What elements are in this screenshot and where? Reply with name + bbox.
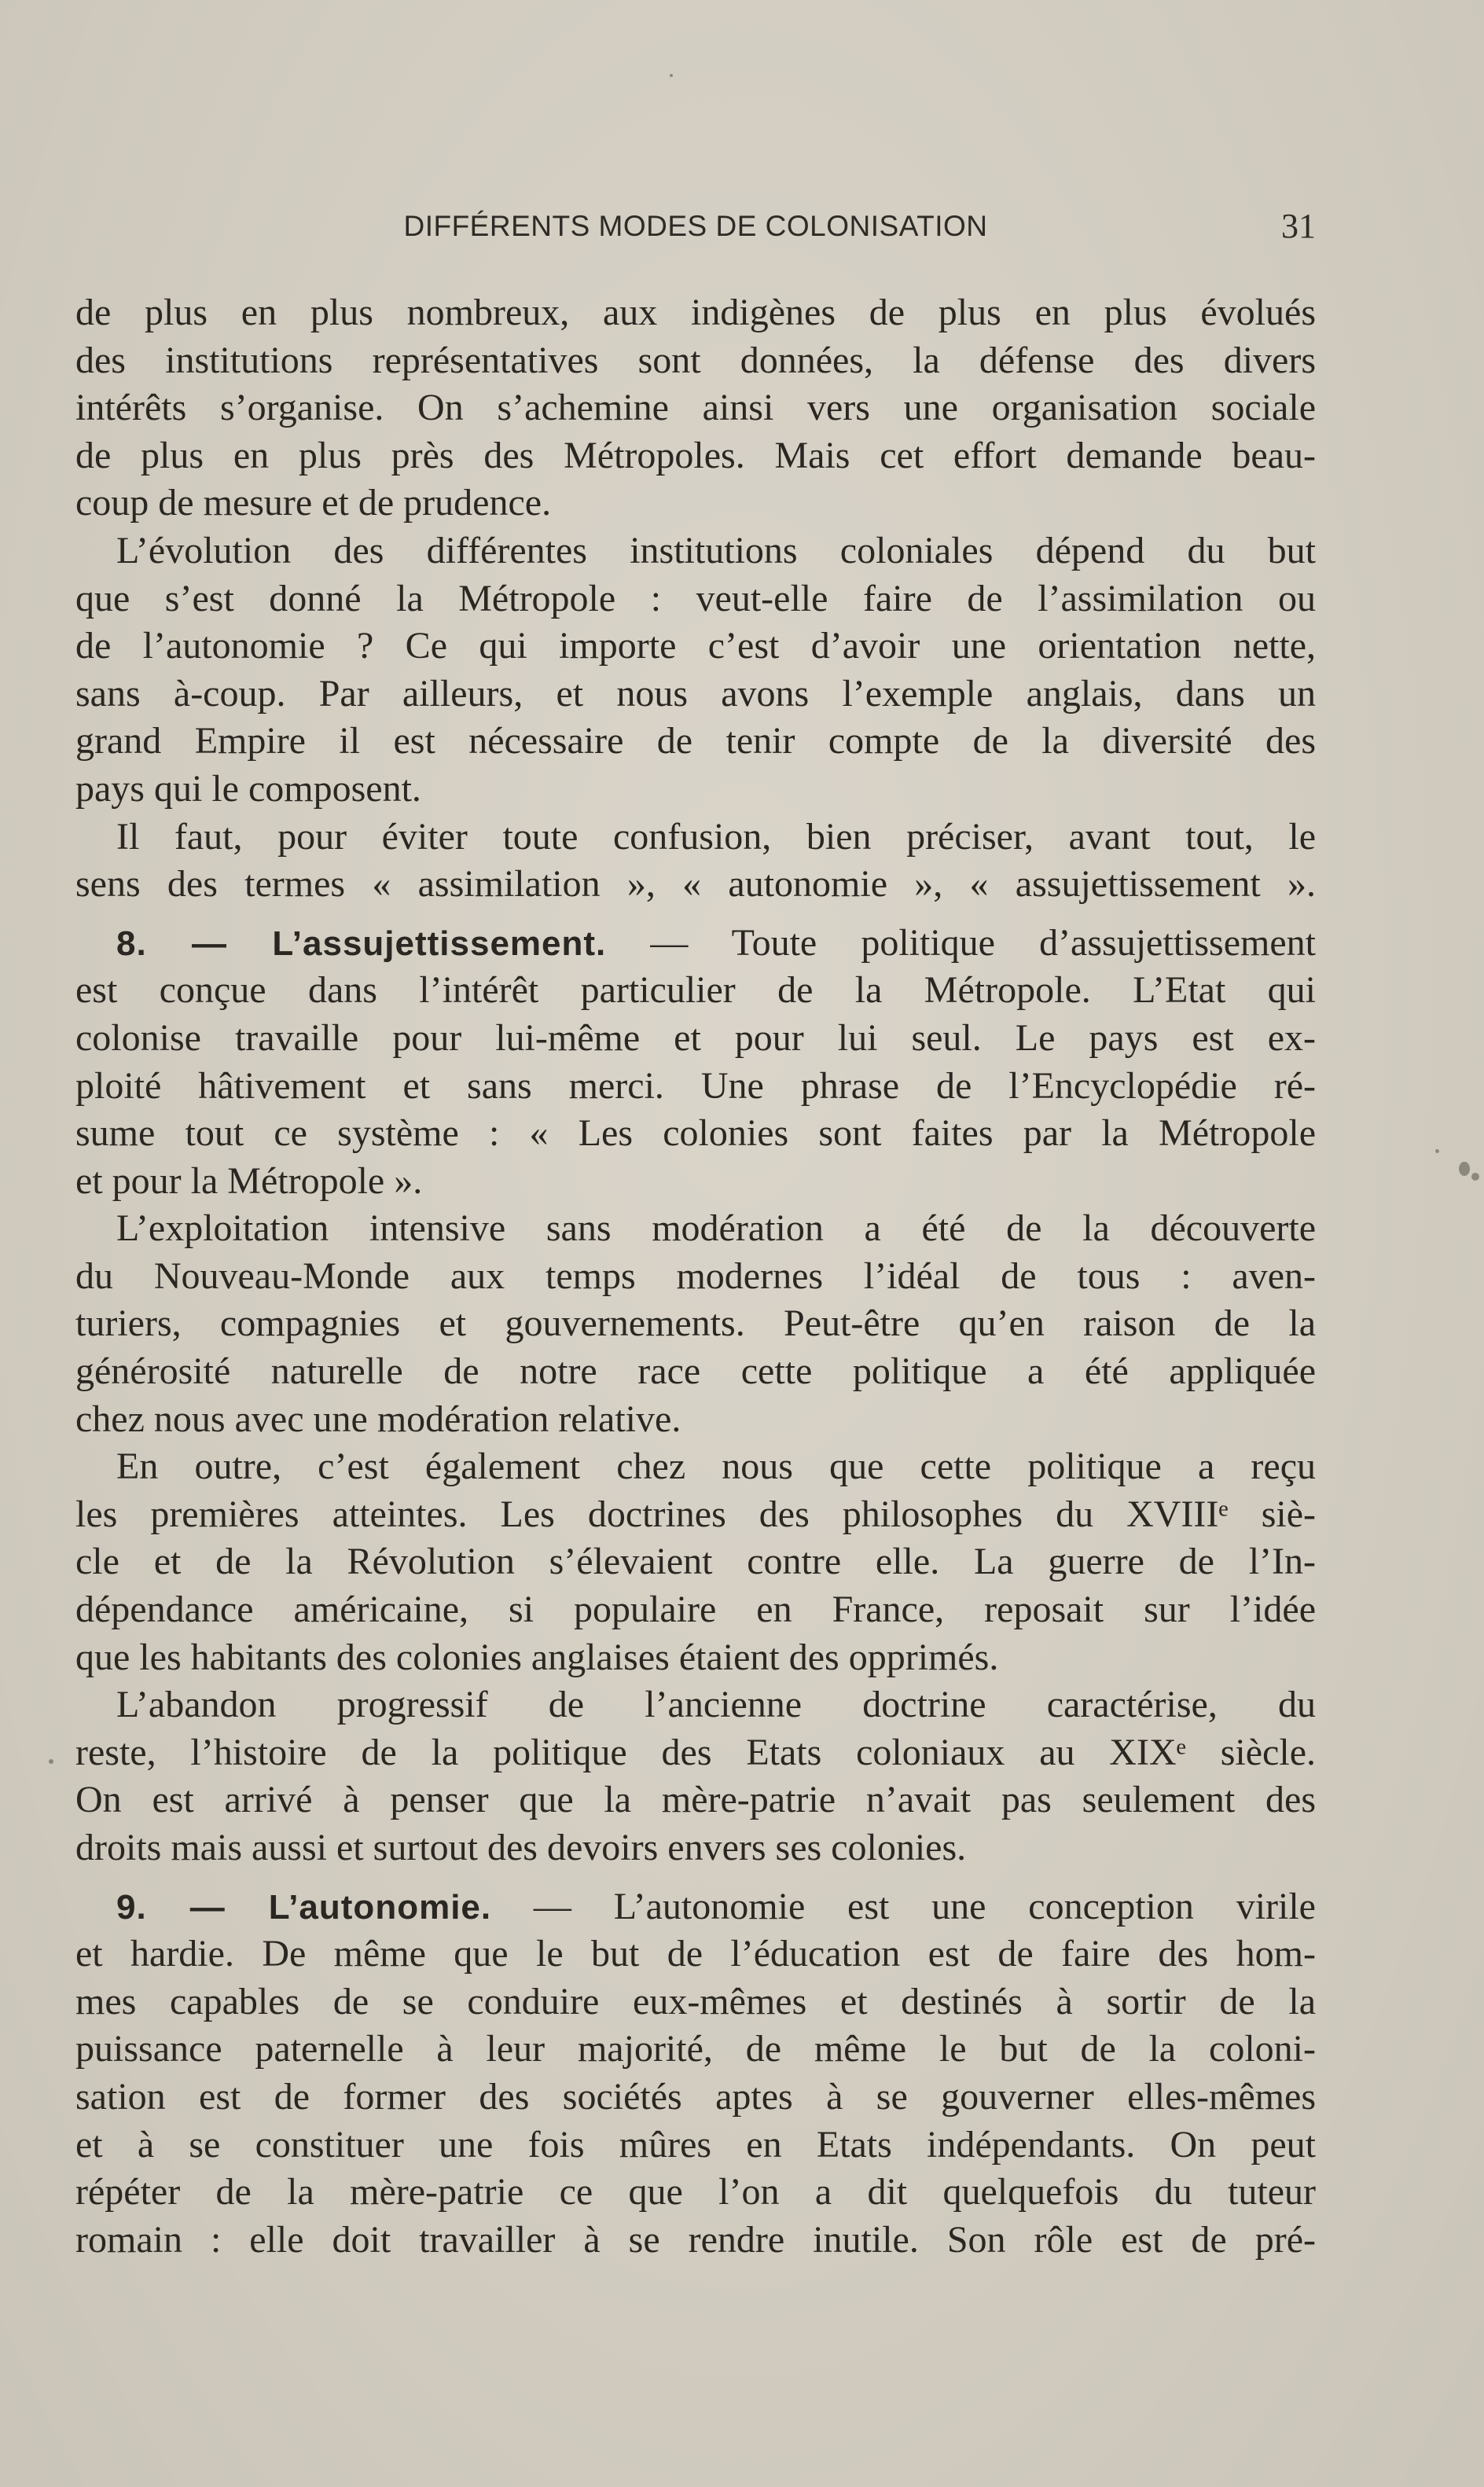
text-line: les premières atteintes. Les doctrines des philosophes du XVIIIᵉ siè- — [75, 1493, 1316, 1535]
section-heading: 8. — L’assujettissement. — [116, 924, 607, 963]
text-line: On est arrivé à penser que la mère-patrie n’avait pas seulement des — [75, 1779, 1316, 1821]
text-line: L’abandon progressif de l’ancienne doctrine caractérise, du — [116, 1684, 1316, 1726]
paper-speck — [1435, 1149, 1439, 1153]
paragraph — [75, 289, 1316, 527]
text-line — [75, 920, 1316, 968]
text-line: L’exploitation intensive sans modération a été de la découverte — [116, 1207, 1316, 1250]
text-line: que s’est donné la Métropole : veut-elle faire de l’assimilation ou — [75, 577, 1316, 619]
text-line: coup de mesure et de prudence. — [75, 482, 552, 524]
text-line: reste, l’histoire de la politique des Etats coloniaux au XIXᵉ siècle. — [75, 1731, 1316, 1773]
running-header — [75, 206, 1316, 247]
text-line: du Nouveau-Monde aux temps modernes l’idéal de tous : aven- — [75, 1255, 1316, 1297]
text-line: romain : elle doit travailler à se rendre inutile. Son rôle est de pré- — [75, 2218, 1316, 2261]
paragraph — [75, 1205, 1316, 1443]
text-line: Il faut, pour éviter toute confusion, bien préciser, avant tout, le — [116, 815, 1316, 858]
section-gap — [75, 1872, 1316, 1883]
text-line: et à se constituer une fois mûres en Etats indépendants. On peut — [75, 2123, 1316, 2166]
text-line: sens des termes « assimilation », « autonomie », « assujettissement ». — [75, 863, 1316, 906]
text-line: chez nous avec une modération relative. — [75, 1398, 681, 1440]
text-line — [75, 1883, 1316, 1931]
section-lead-text: — Toute politique d’assujettissement — [606, 921, 1316, 964]
text-line: des institutions représentatives sont données, la défense des divers — [75, 339, 1316, 381]
text-line: dépendance américaine, si populaire en France, reposait sur l’idée — [75, 1589, 1316, 1631]
text-line: et pour la Métropole ». — [75, 1159, 423, 1202]
text-line: que les habitants des colonies anglaises étaient des opprimés. — [75, 1636, 999, 1678]
paragraph — [75, 1681, 1316, 1872]
text-line: est conçue dans l’intérêt particulier de la Métropole. L’Etat qui — [75, 969, 1316, 1012]
section-heading: 9. — L’autonomie. — [116, 1887, 492, 1927]
text-line: de plus en plus nombreux, aux indigènes de plus en plus évolués — [75, 292, 1316, 333]
text-line: pays qui le composent. — [75, 767, 421, 810]
text-line: puissance paternelle à leur majorité, de même le but de la coloni- — [75, 2028, 1316, 2070]
text-line: intérêts s’organise. On s’achemine ainsi vers une organisation sociale — [75, 387, 1316, 429]
paper-speck — [1471, 1173, 1479, 1181]
paragraph — [75, 814, 1316, 909]
text-line: cle et de la Révolution s’élevaient contre elle. La guerre de l’In- — [75, 1541, 1316, 1583]
text-line: répéter de la mère-patrie ce que l’on a dit quelquefois du tuteur — [75, 2171, 1316, 2213]
text-line: ploité hâtivement et sans merci. Une phrase de l’Encyclopédie ré- — [75, 1064, 1316, 1107]
paper-speck — [49, 1759, 53, 1764]
paper-speck — [1459, 1162, 1470, 1176]
text-line: sans à-coup. Par ailleurs, et nous avons l’exemple anglais, dans un — [75, 672, 1316, 715]
text-line: L’évolution des différentes institutions coloniales dépend du but — [116, 529, 1316, 571]
text-line: de l’autonomie ? Ce qui importe c’est d’avoir une orientation nette, — [75, 625, 1316, 667]
section-8 — [75, 920, 1316, 1206]
text-line: droits mais aussi et surtout des devoirs envers ses colonies. — [75, 1827, 967, 1868]
paragraph — [75, 527, 1316, 814]
text-line: de plus en plus près des Métropoles. Mais cet effort demande beau- — [75, 434, 1316, 476]
paragraph — [75, 1443, 1316, 1681]
text-line: turiers, compagnies et gouvernements. Peut-être qu’en raison de la — [75, 1302, 1316, 1345]
section-lead-text: — L’autonomie est une conception virile — [491, 1885, 1316, 1927]
text-line: sume tout ce système : « Les colonies sont faites par la Métropole — [75, 1112, 1316, 1155]
body-text — [75, 289, 1316, 2264]
paper-speck — [670, 74, 673, 77]
text-line: et hardie. De même que le but de l’éducation est de faire des hom- — [75, 1933, 1316, 1975]
section-gap — [75, 909, 1316, 920]
text-line: mes capables de se conduire eux-mêmes et destinés à sortir de la — [75, 1980, 1316, 2022]
text-line: sation est de former des sociétés aptes à se gouverner elles-mêmes — [75, 2075, 1316, 2118]
page-number: 31 — [1281, 207, 1316, 245]
text-line: grand Empire il est nécessaire de tenir compte de la diversité des — [75, 720, 1316, 762]
text-line: En outre, c’est également chez nous que cette politique a reçu — [116, 1446, 1316, 1488]
running-title: DIFFÉRENTS MODES DE COLONISATION — [403, 210, 988, 242]
text-line: colonise travaille pour lui-même et pour lui seul. Le pays est ex- — [75, 1016, 1316, 1059]
text-line: générosité naturelle de notre race cette politique a été appliquée — [75, 1350, 1316, 1393]
section-9 — [75, 1883, 1316, 2265]
